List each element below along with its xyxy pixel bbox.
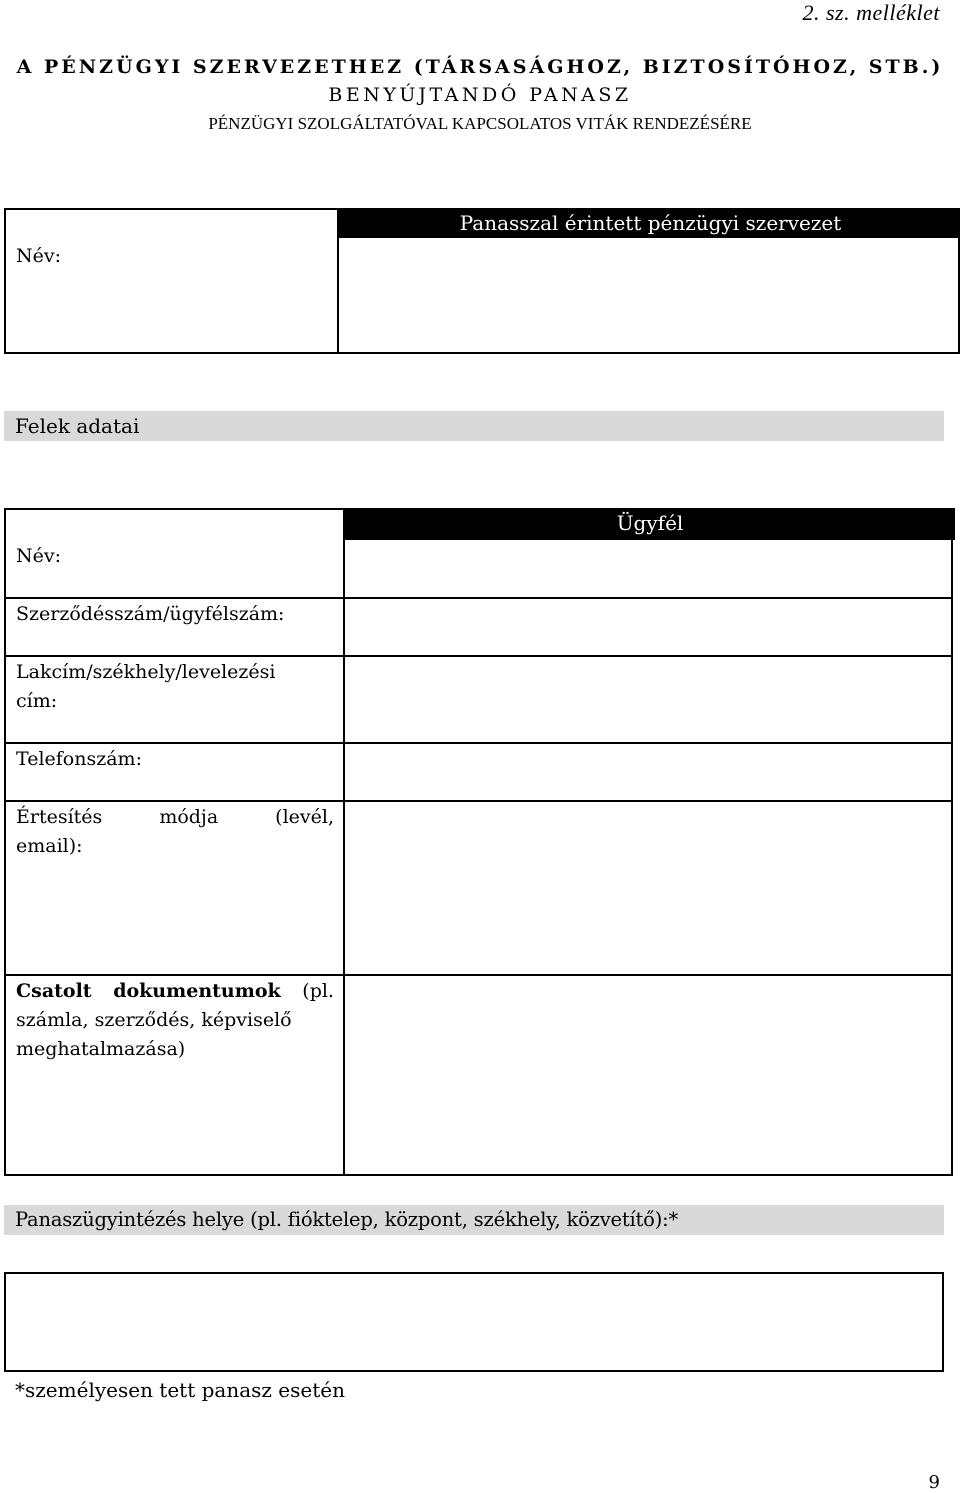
- form-subtitle: BENYÚJTANDÓ PANASZ: [328, 84, 632, 106]
- notification-method-field[interactable]: [346, 802, 951, 974]
- organization-header: Panasszal érintett pénzügyi szervezet: [339, 208, 960, 238]
- contract-number-label: Szerződésszám/ügyfélszám:: [16, 603, 285, 625]
- attachments-field[interactable]: [346, 976, 951, 1174]
- organization-table: [4, 208, 960, 354]
- phone-label: Telefonszám:: [16, 748, 142, 770]
- complaint-place-field[interactable]: [4, 1272, 944, 1372]
- client-header: Ügyfél: [345, 508, 955, 540]
- contract-number-field[interactable]: [346, 599, 951, 655]
- footnote: *személyesen tett panasz esetén: [15, 1378, 345, 1402]
- parties-section-title: Felek adatai: [4, 411, 944, 441]
- form-title: A PÉNZÜGYI SZERVEZETHEZ (TÁRSASÁGHOZ, BIZTOSÍTÓHOZ, STB.): [16, 56, 944, 78]
- complaint-place-title: Panaszügyintézés helye (pl. fióktelep, központ, székhely, közvetítő):*: [4, 1205, 944, 1235]
- client-name-label: Név:: [16, 545, 62, 567]
- page-number: 9: [928, 1472, 940, 1493]
- address-label: Lakcím/székhely/levelezési cím:: [16, 661, 276, 712]
- form-purpose: PÉNZÜGYI SZOLGÁLTATÓVAL KAPCSOLATOS VITÁK RENDEZÉSÉRE: [208, 114, 752, 133]
- parties-table: [4, 508, 953, 1176]
- attachments-label: Csatolt dokumentumok (pl. számla, szerződés, képviselő meghatalmazása): [16, 980, 334, 1060]
- organization-name-field[interactable]: [340, 238, 960, 352]
- organization-name-label: Név:: [16, 245, 62, 267]
- notification-method-label: Értesítés módja (levél, email):: [16, 806, 334, 857]
- phone-field[interactable]: [346, 744, 951, 800]
- client-name-field[interactable]: [346, 540, 951, 597]
- address-field[interactable]: [346, 657, 951, 742]
- annex-label: 2. sz. melléklet: [802, 0, 940, 25]
